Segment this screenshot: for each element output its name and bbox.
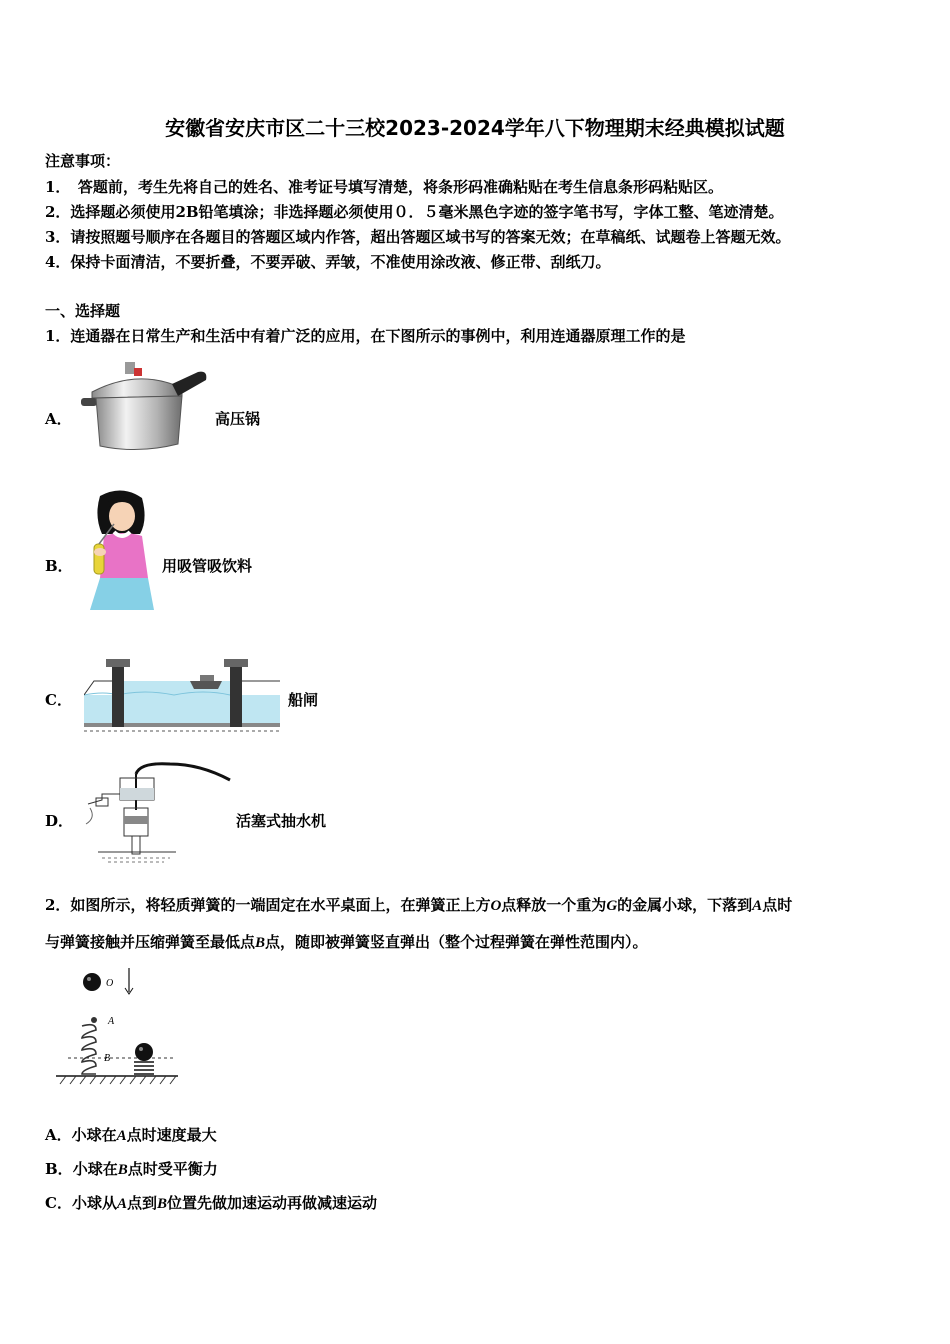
option-text: 小球从 <box>71 1194 117 1212</box>
q2-option-c <box>45 1193 377 1214</box>
option-text: 点时速度最大 <box>126 1126 217 1144</box>
stem-text: 2．如图所示，将轻质弹簧的一端固定在水平桌面上，在弹簧正上方 <box>45 896 491 914</box>
stem-text: 点释放一个重为 <box>501 896 607 914</box>
var-o: O <box>490 898 502 914</box>
q1-option-a-text: 高压锅 <box>215 410 261 428</box>
notice-item-2: 2．选择题必须使用2B铅笔填涂；非选择题必须使用０．５毫米黑色字迹的签字笔书写，字体工整、笔迹清楚。 <box>45 203 784 221</box>
option-text: 点到 <box>126 1194 157 1212</box>
label-b: B <box>104 1053 111 1064</box>
option-var: A <box>116 1196 127 1212</box>
label-o: O <box>106 978 114 989</box>
var-b: B <box>255 935 266 951</box>
question-2-stem-line-2 <box>45 932 648 953</box>
page-title: 安徽省安庆市区二十三校2023-2024学年八下物理期末经典模拟试题 <box>165 116 785 140</box>
notice-item-1: 1． 答题前，考生先将自己的姓名、准考证号填写清楚，将条形码准确粘贴在考生信息条形码粘贴区。 <box>45 178 723 196</box>
q2-option-b <box>45 1159 218 1180</box>
stem-text: 的金属小球，下落到 <box>617 896 753 914</box>
notice-item-4: 4．保持卡面清洁，不要折叠，不要弄破、弄皱，不准使用涂改液、修正带、刮纸刀。 <box>45 253 611 271</box>
var-a: A <box>752 898 763 914</box>
section-heading: 一、选择题 <box>45 302 121 320</box>
q1-option-b-text: 用吸管吸饮料 <box>162 557 253 575</box>
q2-option-a <box>45 1125 217 1146</box>
option-var: B <box>157 1196 168 1212</box>
q1-option-b-letter: B． <box>45 557 73 575</box>
option-text: 小球在 <box>72 1160 118 1178</box>
var-g: G <box>606 898 618 914</box>
option-text: 小球在 <box>71 1126 117 1144</box>
q1-option-d-text: 活塞式抽水机 <box>236 812 327 830</box>
stem-text: 点，随即被弹簧竖直弹出（整个过程弹簧在弹性范围内）。 <box>265 933 648 951</box>
option-letter: B． <box>45 1160 73 1178</box>
q1-option-a-letter: A． <box>45 410 72 428</box>
spring-ball-figure <box>52 964 182 1088</box>
option-var: B <box>117 1162 128 1178</box>
option-letter: A． <box>45 1126 72 1144</box>
label-a: A <box>108 1016 115 1027</box>
piston-pump-figure <box>80 760 232 864</box>
option-text: 点时受平衡力 <box>127 1160 218 1178</box>
option-letter: C． <box>45 1194 72 1212</box>
pressure-cooker-figure <box>78 362 213 457</box>
notice-heading: 注意事项： <box>45 152 121 170</box>
q1-option-c-text: 船闸 <box>288 691 319 709</box>
notice-item-3: 3．请按照题号顺序在各题目的答题区域内作答，超出答题区域书写的答案无效；在草稿纸、试题卷上答题无效。 <box>45 228 791 246</box>
question-1-stem: 1．连通器在日常生产和生活中有着广泛的应用，在下图所示的事例中，利用连通器原理工作的是 <box>45 327 686 345</box>
q1-option-d-letter: D． <box>45 812 74 830</box>
question-2-stem-line-1 <box>45 895 792 916</box>
option-var: A <box>116 1128 127 1144</box>
q1-option-c-letter: C． <box>45 691 72 709</box>
girl-with-straw-figure <box>86 490 158 614</box>
option-text: 位置先做加速运动再做减速运动 <box>167 1194 378 1212</box>
ship-lock-figure <box>84 655 280 735</box>
stem-text: 与弹簧接触并压缩弹簧至最低点 <box>45 933 256 951</box>
stem-text: 点时 <box>762 896 793 914</box>
